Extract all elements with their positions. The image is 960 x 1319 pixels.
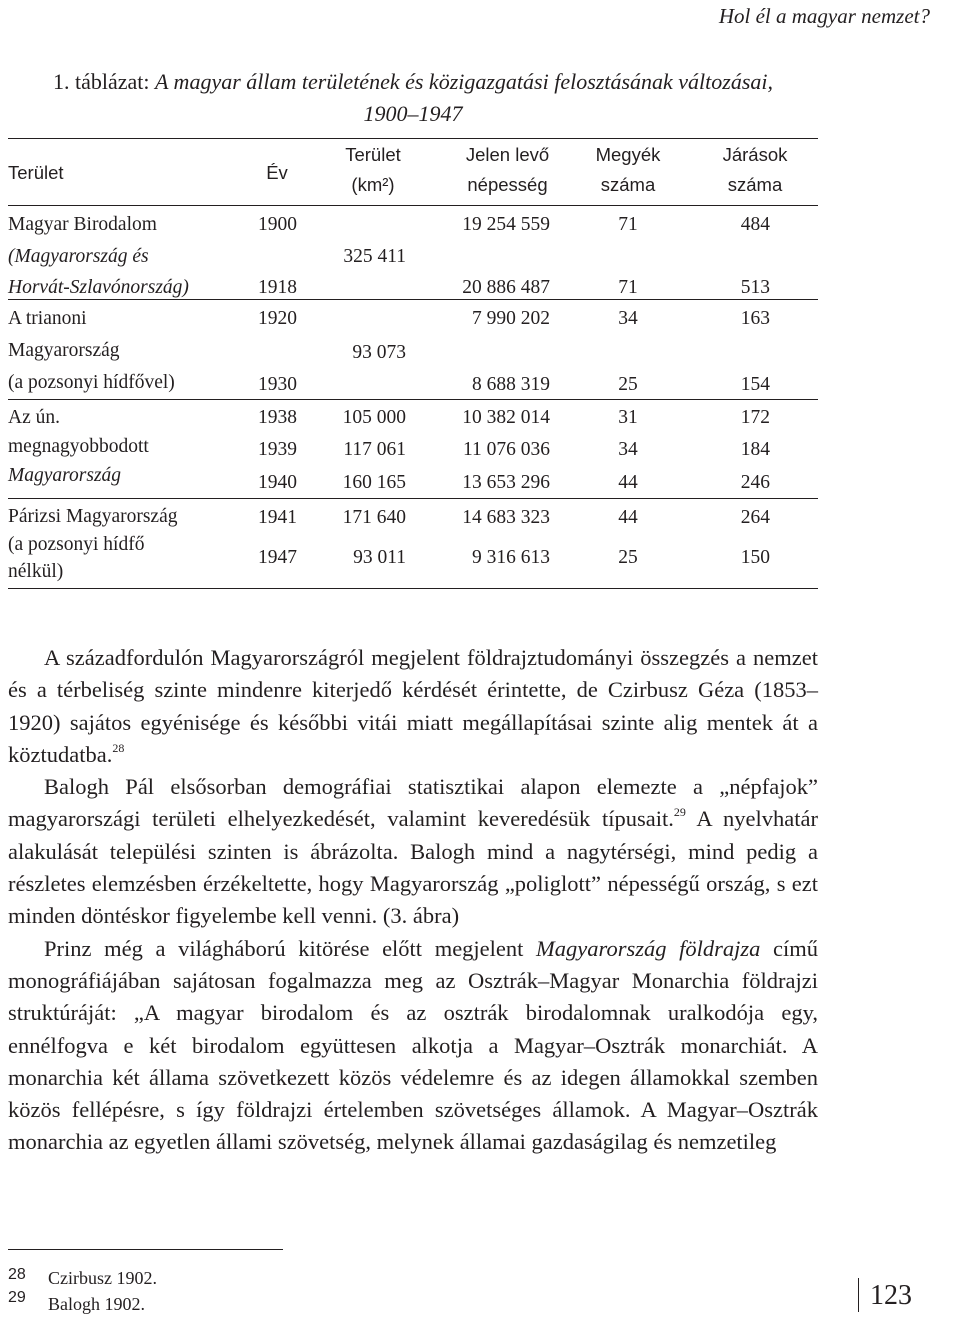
- group-label-line: (a pozsonyi hídfővel): [8, 372, 175, 393]
- cell-area: 171 640: [342, 507, 406, 528]
- running-header: Hol él a magyar nemzet?: [718, 4, 930, 28]
- paragraph-text: Prinz még a világháború kitörése előtt megjelent: [44, 935, 537, 961]
- cell-population: 8 688 319: [472, 374, 550, 395]
- page-number-divider: [858, 1278, 859, 1312]
- group-label-line: Horvát-Szlavónország): [8, 277, 189, 298]
- col-header-counties-2: száma: [600, 174, 656, 195]
- cell-counties: 44: [618, 507, 638, 528]
- group-label-line: Párizsi Magyarország: [8, 506, 178, 527]
- cell-area: 93 011: [353, 547, 406, 568]
- col-header-ev: Év: [266, 162, 288, 183]
- footnote-text: Balogh 1902.: [48, 1294, 145, 1314]
- cell-counties: 71: [618, 277, 638, 298]
- footnote-number: 29: [8, 1289, 26, 1306]
- cell-counties: 34: [618, 308, 638, 329]
- cell-districts: 163: [740, 308, 770, 329]
- cell-population: 11 076 036: [462, 439, 550, 460]
- cell-year: 1941: [258, 507, 297, 528]
- col-header-districts-2: száma: [727, 174, 783, 195]
- group-label-line: nélkül): [8, 561, 64, 582]
- cell-districts: 513: [740, 277, 770, 298]
- cell-population: 9 316 613: [472, 547, 550, 568]
- cell-population: 20 886 487: [462, 277, 550, 298]
- table-bottom-rule: [8, 588, 818, 589]
- cell-counties: 34: [618, 439, 638, 460]
- group-label-line: Magyarország: [8, 340, 120, 361]
- col-header-area-1: Terület: [345, 144, 401, 165]
- cell-year: 1939: [258, 439, 297, 460]
- paragraph: [8, 933, 818, 1159]
- cell-districts: 184: [740, 439, 770, 460]
- cell-population: 10 382 014: [462, 407, 550, 428]
- cell-districts: 150: [740, 547, 770, 568]
- table-caption: [8, 66, 818, 97]
- col-header-districts-1: Járások: [722, 144, 788, 165]
- caption-text: A magyar állam területének és közigazgatási felosztásának változásai,: [155, 69, 773, 94]
- cell-year: 1938: [258, 407, 297, 428]
- footnote-number: 28: [8, 1266, 26, 1283]
- cell-population: 14 683 323: [462, 507, 550, 528]
- group-divider: [8, 498, 818, 499]
- book-title: Magyarország földrajza: [536, 935, 761, 961]
- caption-years: 1900–1947: [363, 101, 463, 126]
- body-text: [8, 642, 818, 1159]
- paragraph-text: A századfordulón Magyarországról megjelent földrajztudományi összegzés a nemzet és a térbeliség szinte mindenre kiterjedő kérdését érintette, de Czirbusz Géza (1853–1920) sajátos egyénisége és későbbi vitái miatt megállapításai szinte alig mentek át a köztudatba.: [8, 645, 818, 767]
- col-header-area-2: (km²): [351, 174, 395, 195]
- page-number: 123: [870, 1280, 912, 1311]
- cell-districts: 264: [740, 507, 770, 528]
- col-header-population-2: népesség: [467, 174, 548, 195]
- paragraph-text: Balogh Pál elsősorban demográfiai statisztikai alapon elemezte a „népfajok” magyarországi területi elhelyezkedését, valamint keveredésük típusait.: [8, 774, 818, 832]
- col-header-population-1: Jelen levő: [465, 144, 550, 165]
- cell-area: 93 073: [352, 342, 406, 363]
- paragraph: [8, 771, 818, 932]
- cell-area: 325 411: [343, 246, 406, 267]
- cell-year: 1920: [258, 308, 297, 329]
- cell-counties: 71: [618, 214, 638, 235]
- group-label-line: (a pozsonyi hídfő: [8, 534, 145, 555]
- col-header-counties-1: Megyék: [595, 144, 661, 165]
- footnote-rule: [8, 1249, 283, 1250]
- cell-districts: 154: [740, 374, 770, 395]
- cell-counties: 25: [618, 374, 638, 395]
- group-label-line: A trianoni: [8, 308, 87, 329]
- cell-area: 117 061: [343, 439, 406, 460]
- cell-counties: 44: [618, 472, 638, 493]
- cell-population: 13 653 296: [462, 472, 550, 493]
- footnote-ref[interactable]: 28: [112, 740, 125, 755]
- cell-year: 1940: [258, 472, 297, 493]
- table-header-rule: [8, 205, 818, 206]
- cell-population: 7 990 202: [472, 308, 550, 329]
- group-label-line: (Magyarország és: [8, 246, 149, 267]
- table-top-rule: [8, 138, 818, 139]
- paragraph: [8, 642, 818, 771]
- caption-number: 1. táblázat:: [53, 69, 150, 94]
- cell-districts: 172: [740, 407, 770, 428]
- cell-area: 160 165: [342, 472, 406, 493]
- footnote-text: Czirbusz 1902.: [48, 1268, 157, 1288]
- cell-districts: 484: [740, 214, 770, 235]
- cell-year: 1900: [258, 214, 297, 235]
- col-header-terulet: Terület: [8, 162, 64, 183]
- group-label-line: megnagyobbodott: [8, 436, 149, 457]
- paragraph-text: című monográfiájában sajátosan fogalmazza meg az Osztrák–Magyar Monarchia földrajzi struktúráját: „A magyar birodalom és az osztrák birodalomnak uralkodója egy, ennélfogva e két birodalom együttesen alkotja a Magyar–Osztrák monarchiát. A monarchia két állama szövetkezett közös védelemre és az idegen államokkal szemben közös fellépésre, s így földrajzi értelemben szövetséges államok. A Magyar–Osztrák monarchia az egyetlen állami szövetség, melynek államai gazdaságilag és nemzetileg: [8, 935, 818, 1155]
- cell-year: 1918: [258, 277, 297, 298]
- cell-counties: 25: [618, 547, 638, 568]
- group-label-line: Az ún.: [8, 407, 60, 428]
- paragraph-text: A nyelvhatár alakulását települési szinten is ábrázolta. Balogh mind a nagytérségi, mind pedig a részletes elemzésben érzékeltette, hogy Magyarország „poliglott” népességű ország, s ezt minden döntéskor figyelembe kell venni. (3. ábra): [8, 806, 818, 929]
- cell-counties: 31: [618, 407, 638, 428]
- cell-population: 19 254 559: [462, 214, 550, 235]
- cell-year: 1947: [258, 547, 297, 568]
- cell-districts: 246: [740, 472, 770, 493]
- group-label-line: Magyar Birodalom: [8, 214, 157, 235]
- footnote-ref[interactable]: 29: [673, 805, 686, 820]
- group-label-line: Magyarország: [8, 465, 122, 486]
- cell-area: 105 000: [342, 407, 406, 428]
- cell-year: 1930: [258, 374, 297, 395]
